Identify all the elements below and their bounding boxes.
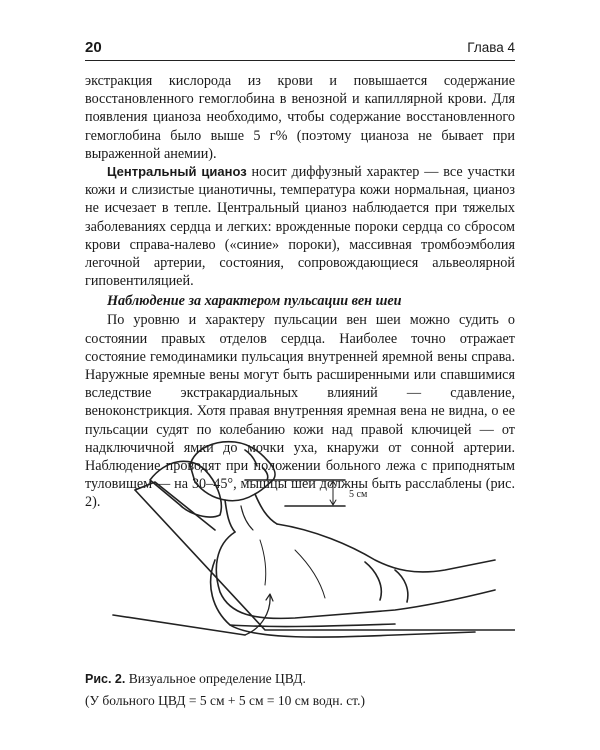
chapter-title: Глава 4 (467, 40, 515, 55)
pillow (150, 461, 221, 517)
page-header (85, 38, 515, 61)
caption-note: (У больного ЦВД = 5 см + 5 см = 10 см водн. ст.) (85, 693, 365, 708)
figure-label: Рис. 2. (85, 672, 126, 686)
couch-frame (113, 615, 245, 635)
measure-label: 5 см (349, 489, 368, 500)
paragraph-anemia: экстракция кислорода из крови и повышается содержание восстановленного гемоглобина в венозной и капиллярной крови. Для появления цианоза необходимо, чтобы содержание восстановленного гемоглобина было выше 5 г% (поэтому цианоза не бывает при выраженной анемии). (85, 73, 515, 162)
patient-shorts (365, 562, 408, 602)
term-central-cyanosis: Центральный цианоз (107, 164, 247, 180)
patient-torso (216, 532, 495, 618)
caption-line-1 (85, 668, 515, 690)
patient-head (190, 442, 275, 501)
paragraph-central-cyanosis (85, 163, 515, 290)
figure-cvp-illustration (95, 420, 515, 660)
page-number: 20 (85, 39, 102, 56)
patient-illustration (95, 420, 515, 660)
figure-caption (85, 668, 515, 712)
patient-neck (225, 494, 277, 532)
paragraph-central-cyanosis-text: носит диффузный характер — все участки кожи и слизистые цианотичны, температура кожи нормальная, цианоз не исчезает в тепле. Центральный цианоз наблюдается при тяжелых заболеваниях сердца и легких: врожденные пороки сердца со сбросом крови справа-налево («синие» пороки), массивная тромбоэмболия легочной артерии, состояния, сопровождающиеся альвеолярной гиповентиляцией. (85, 164, 515, 290)
section-heading: Наблюдение за характером пульсации вен шеи (107, 293, 402, 310)
paragraph-neck-veins: По уровню и характеру пульсации вен шеи можно судить о состоянии правых отделов сердца. Наиболее точно отражает состояние гемодинамики пульсация внутренней яремной вены справа. Наружные яремные вены могут быть расширенными или спавшимися вследствие экстракардиальных влияний — сдавление, веноконстрикция. Хотя правая внутренняя яремная вена не видна, о ее пульсации судят по колебанию кожи над правой ключицей — от надключичной ямки до мочки уха, кнаружи от сонной артерии. Наблюдение проводят при положении больного лежа с приподнятым туловищем — на 30–45°, мышцы шеи должны быть расслаблены (рис. 2). (85, 312, 515, 511)
jugular-vein (241, 506, 253, 530)
figure-title: Визуальное определение ЦВД. (128, 671, 306, 686)
